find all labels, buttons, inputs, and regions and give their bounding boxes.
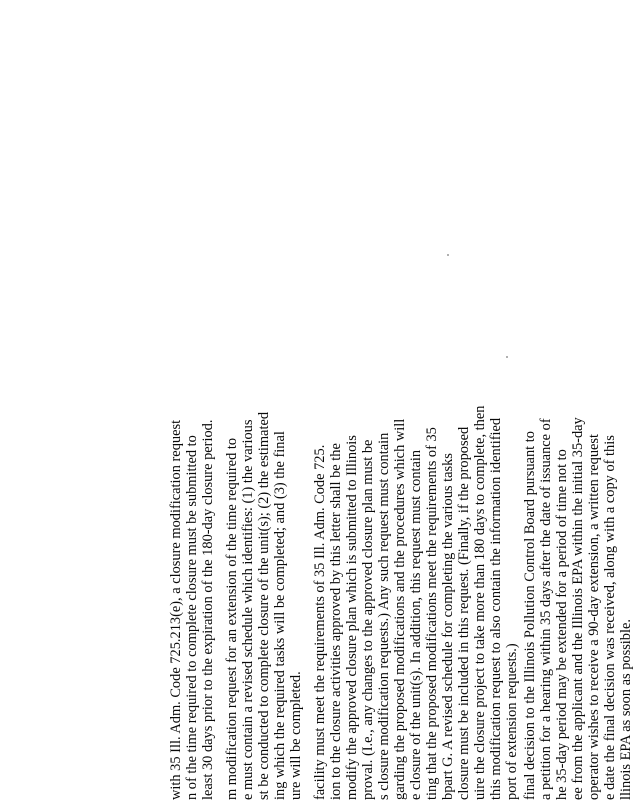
text-line: e must contain a revised schedule which identifies: (1) the various [240,419,256,800]
text-line: e date the final decision was received, along with a copy of this [602,435,618,800]
text-line: closure must be included in this request. (Finally, if the proposed [456,426,472,800]
text-line: ee from the applicant and the Illinois EPA within the initial 35-day [570,417,586,800]
text-line: port of extension requests.) [504,643,520,800]
text-line: bpart G. A revised schedule for completing the various tasks [440,453,456,800]
text-line: ion to the closure activities approved by this letter shall be the [328,443,344,800]
text-line: s closure modification requests.) Any such request must contain [376,432,392,800]
text-line: ing which the required tasks will be completed; and (3) the final [272,431,288,800]
text-line: a petition for a hearing within 35 days after the date of issuance of [538,418,554,800]
scan-speck [447,254,449,256]
text-line: with 35 Ill. Adm. Code 725.213(e), a closure modification request [168,419,184,800]
scan-speck [506,356,508,358]
text-line: n of the time required to complete closure must be submitted to [184,435,200,800]
text-line: proval. (I.e., any changes to the approved closure plan must be [360,439,376,800]
text-line: operator wishes to receive a 90-day extension, a written request [586,433,602,800]
text-line: garding the proposed modifications and the procedures which will [392,418,408,800]
text-line: e closure of the unit(s). In addition, this request must contain [408,449,424,800]
text-line: he 35-day period may be extended for a period of time not to [554,449,570,800]
text-line: m modification request for an extension of the time required to [224,437,240,800]
text-line: modify the approved closure plan which is submitted to Illinois [344,435,360,800]
text-line: uire the closure project to take more than 180 days to complete, then [472,405,488,800]
text-line: least 30 days prior to the expiration of the 180-day closure period. [200,419,216,800]
text-line: ting that the proposed modifications meet the requirements of 35 [424,427,440,800]
text-line: final decision to the Illinois Pollution Control Board pursuant to [522,431,538,800]
text-line: llinois EPA as soon as possible. [618,619,634,800]
text-line: facility must meet the requirements of 35 Ill. Adm. Code 725. [312,444,328,800]
text-line: this modification request to also contain the information identified [488,417,504,800]
text-line: st be conducted to complete closure of the unit(s); (2) the estimated [256,411,272,800]
text-line: ure will be completed. [288,671,304,800]
